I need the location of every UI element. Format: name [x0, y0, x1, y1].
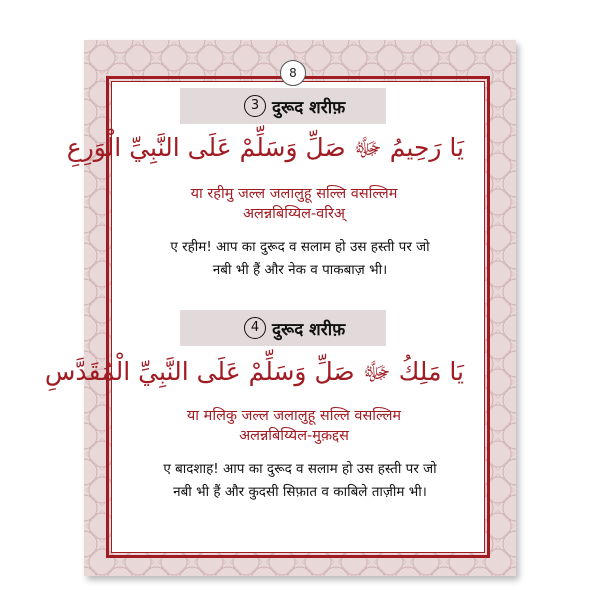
arabic-durood-text: يَا رَحِيمُ ﷻ صَلِّ وَسَلِّمْ عَلَى النَّبِيِّ الْوَرِعِ: [66, 133, 464, 162]
section-number-badge: 4: [244, 317, 266, 339]
arabic-durood-text: يَا مَلِكُ ﷻ صَلِّ وَسَلِّمْ عَلَى النَّبِيِّ الْمُقَدَّسِ: [44, 357, 464, 386]
section-number-badge: 3: [244, 95, 266, 117]
section-header-4: [180, 310, 386, 346]
transliteration-line-1: या मलिकु जल्ल जलालुहू सल्लि वसल्लिम: [186, 408, 402, 424]
book-page: [44, 40, 516, 576]
transliteration-line-2: अलन्नबिय्यिल-मुक़द्दस: [239, 428, 349, 444]
section-header-3: [180, 88, 386, 124]
page-number: 8: [280, 60, 306, 86]
meaning-line-1: ए बादशाह! आप का दुरूद व सलाम हो उस हस्ती पर जो: [163, 461, 437, 477]
transliteration-line-1: या रहीमु जल्ल जलालुहू सल्लि वसल्लिम: [190, 186, 398, 202]
meaning-line-2: नबी भी हैं और कुदसी सिफ़ात व काबिले ताज़ीम भी।: [173, 484, 427, 500]
meaning-line-1: ए रहीम! आप का दुरूद व सलाम हो उस हस्ती पर जो: [170, 239, 430, 255]
section-title: दुरूद शरीफ़: [272, 320, 346, 340]
meaning-line-2: नबी भी हैं और नेक व पाकबाज़ भी।: [212, 262, 388, 278]
section-title: दुरूद शरीफ़: [272, 98, 346, 118]
transliteration-line-2: अलन्नबिय्यिल-वरिअ्: [242, 206, 346, 222]
